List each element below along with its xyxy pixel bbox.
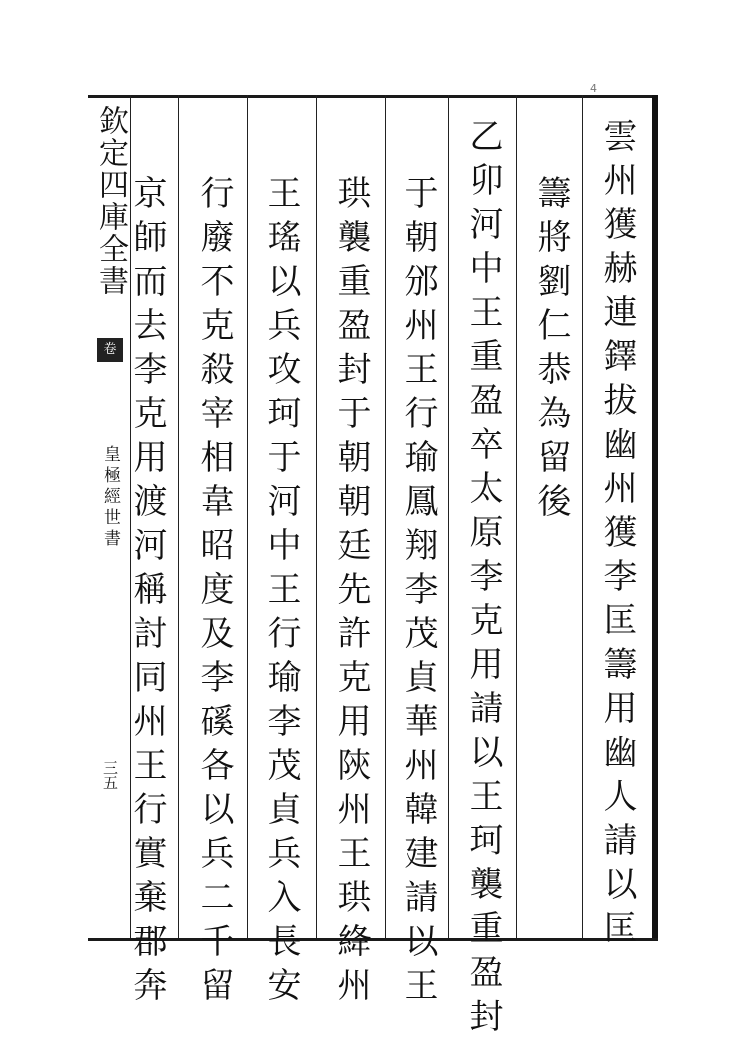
- column-rule: [582, 95, 583, 938]
- column-rule-right: [652, 95, 658, 938]
- text-column-7: 行廢不克殺宰相韋昭度及李磎各以兵二千留: [194, 175, 234, 1011]
- text-column-8: 京師而去李克用渡河稱討同州王行實棄郡奔: [127, 175, 167, 1011]
- margin-title: 欽定四庫全書: [93, 105, 128, 297]
- page-number: 三五: [101, 760, 119, 790]
- column-rule: [385, 95, 386, 938]
- text-column-6: 王瑤以兵攻珂于河中王行瑜李茂貞兵入長安: [261, 175, 301, 1011]
- book-name: 皇極經世書: [100, 445, 120, 550]
- text-column-3: 乙卯河中王重盈卒太原李克用請以王珂襲重盈封: [463, 118, 503, 1042]
- column-rule: [516, 95, 517, 938]
- volume-marker: 卷: [97, 338, 123, 362]
- text-column-2: 籌將劉仁恭為留後: [531, 175, 571, 527]
- pencil-mark: 4: [590, 82, 597, 95]
- text-column-5: 珙襲重盈封于朝朝廷先許克用陝州王珙絳州: [331, 175, 371, 1011]
- text-column-1: 雲州獲赫連鐸拔幽州獲李匡籌用幽人請以匡: [597, 118, 637, 954]
- text-column-4: 于朝邠州王行瑜鳳翔李茂貞華州韓建請以王: [398, 175, 438, 1011]
- column-rule: [178, 95, 179, 938]
- column-rule: [247, 95, 248, 938]
- column-rule: [316, 95, 317, 938]
